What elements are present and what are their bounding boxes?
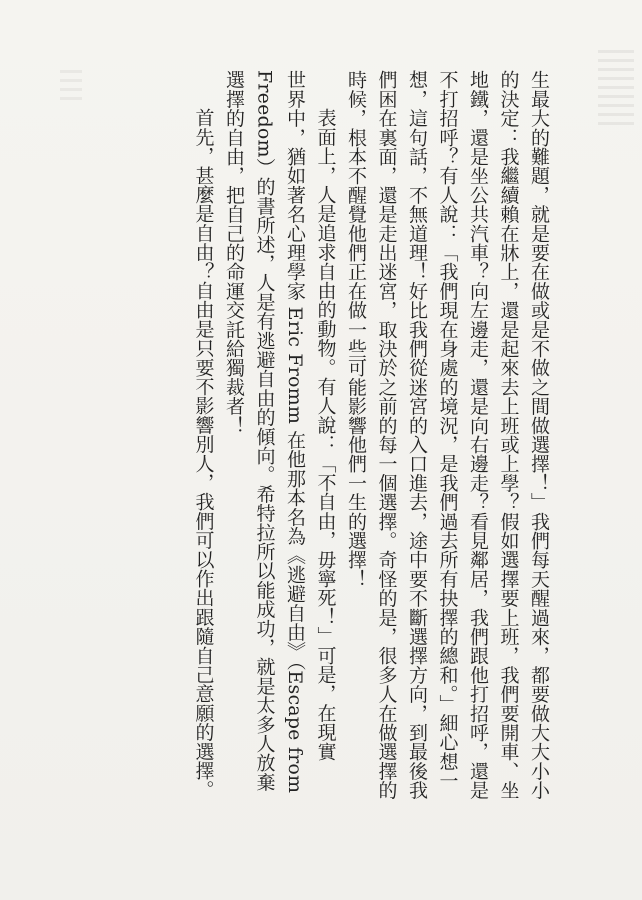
- paragraph-3: 首先，甚麼是自由？自由是只要不影響別人，我們可以作出跟隨自己意願的選擇。: [192, 108, 215, 800]
- vertical-text-block: [188, 70, 554, 870]
- paragraph-2: 表面上，人是追求自由的動物。有人說：「不自由，毋寧死！」可是，在現實 世界中，猶如著名心理學家 Eric Fromm 在他那本名為《逃避自由》（Escape from Freedom）的書所述，人是有逃避自由的傾向。希特拉所以能成功，就是太多人放棄 選擇的自由，把自己的命運交託給獨裁者！: [223, 70, 337, 794]
- bleed-through-marks: [598, 50, 634, 130]
- bleed-through-marks-left: [60, 70, 82, 100]
- paragraph-1: 生最大的難題，就是要在做或是不做之間做選擇！」我們每天醒過來，都要做大大小小 的決定：我繼續賴在牀上，還是起來去上班或上學？假如選擇要上班，我們要開車、坐 地鐵，還是坐公共汽車？向左邊走，還是向右邊走？看見鄰居，我們跟他打招呼，還是 不打招呼？有人說：「我們現在身處的境況，是我們過去所有抉擇的總和。」細心想一 想，這句話，不無道理！好比我們從迷宮的入口進去，途中要不斷選擇方向，到最後我 們困在裏面，還是走出迷宮，取決於之前的每一個選擇。奇怪的是，很多人在做選擇的 時候，根本不醒覺他們正在做一些可能影響他們一生的選擇！: [345, 70, 550, 800]
